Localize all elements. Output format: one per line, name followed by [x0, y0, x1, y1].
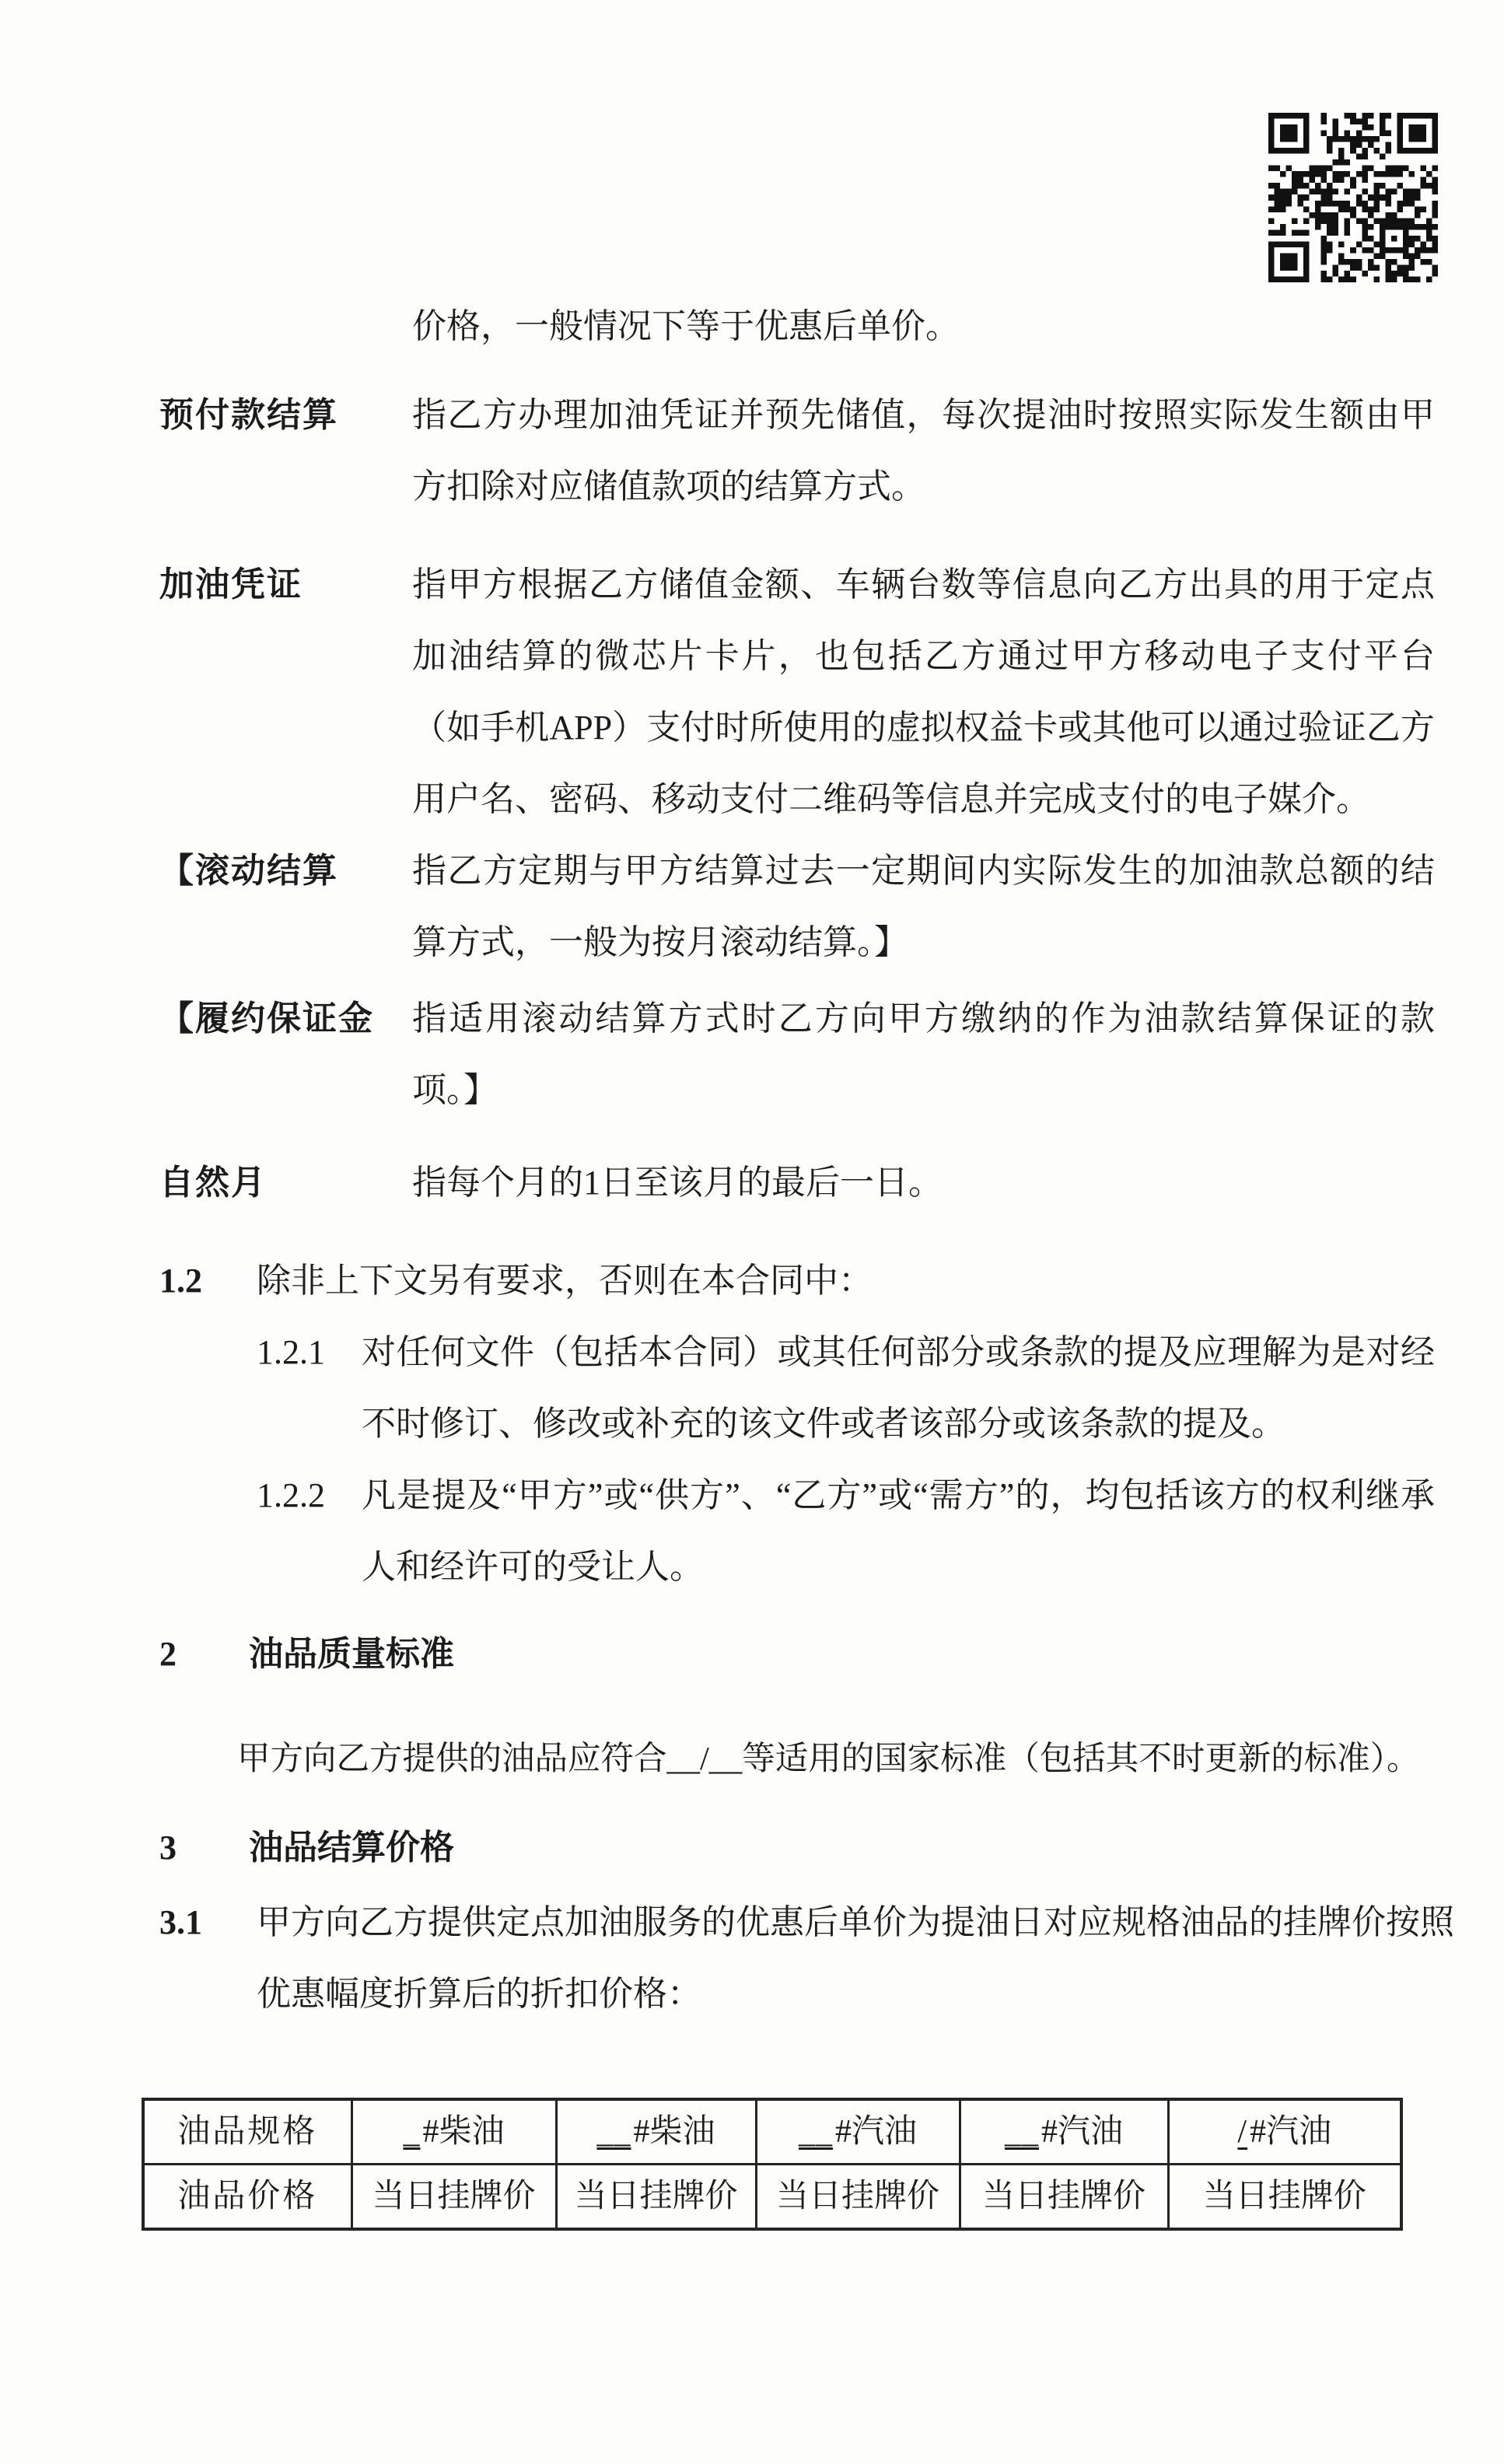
- blank-underline: __: [1004, 2113, 1039, 2150]
- definition-term: 【履约保证金: [159, 999, 374, 1038]
- clause-number: 1.2: [159, 1262, 202, 1300]
- clause-3-1: [0, 1887, 1504, 2030]
- section-number: 2: [159, 1635, 177, 1673]
- continuation-line: 价格，一般情况下等于优惠后单价。: [412, 307, 960, 345]
- section-title: 油品结算价格: [249, 1829, 454, 1867]
- spec-row-label: 油品规格: [143, 2099, 352, 2165]
- product-label: #汽油: [1041, 2113, 1123, 2150]
- definition-text: 指甲方根据乙方储值金额、车辆台数等信息向乙方出具的用于定点加油结算的微芯片卡片，也包括乙方通过甲方移动电子支付平台（如手机APP）支付时所使用的虚拟权益卡或其他可以通过验证乙方用户名、密码、移动支付二维码等信息并完成支付的电子媒介。: [412, 565, 1435, 818]
- blank-underline: __: [596, 2113, 631, 2150]
- clause-1-2-1: [0, 1317, 1504, 1460]
- price-cell: 当日挂牌价: [1168, 2165, 1401, 2230]
- section-title: 油品质量标准: [249, 1635, 454, 1673]
- section-3-heading: [0, 1812, 1504, 1884]
- table-row-spec: [143, 2099, 1401, 2165]
- definition-row-fuel-voucher: [0, 549, 1504, 835]
- price-cell: 当日挂牌价: [352, 2165, 556, 2230]
- oil-price-table: [142, 2098, 1403, 2231]
- spec-cell: [756, 2099, 960, 2165]
- price-cell: 当日挂牌价: [960, 2165, 1168, 2230]
- definition-text: 指每个月的1日至该月的最后一日。: [412, 1164, 943, 1202]
- definition-term: 加油凭证: [159, 565, 303, 604]
- product-label: #柴油: [422, 2113, 505, 2150]
- blank-underline: /: [1237, 2113, 1248, 2150]
- clause-text: 除非上下文另有要求，否则在本合同中：: [257, 1262, 873, 1300]
- product-label: #汽油: [1250, 2113, 1332, 2150]
- product-label: #柴油: [633, 2113, 715, 2150]
- definition-row-performance-bond: [0, 983, 1504, 1126]
- definition-term: 预付款结算: [159, 396, 338, 434]
- definition-row-prepay: [0, 380, 1504, 523]
- definition-term: 自然月: [159, 1164, 267, 1202]
- definition-text: 指适用滚动结算方式时乙方向甲方缴纳的作为油款结算保证的款项。】: [412, 999, 1435, 1109]
- definition-text: 指乙方办理加油凭证并预先储值，每次提油时按照实际发生额由甲方扣除对应储值款项的结算方式。: [412, 396, 1435, 506]
- section-2-paragraph: 甲方向乙方提供的油品应符合__/__等适用的国家标准（包括其不时更新的标准）。: [237, 1741, 1420, 1777]
- table-row-price: [143, 2165, 1401, 2230]
- product-label: #汽油: [834, 2113, 917, 2150]
- clause-number: 1.2.2: [257, 1476, 325, 1514]
- definition-row-natural-month: [0, 1147, 1504, 1219]
- clause-1-2-2: [0, 1460, 1504, 1603]
- clause-text: 对任何文件（包括本合同）或其任何部分或条款的提及应理解为是对经不时修订、修改或补充的该文件或者该部分或该条款的提及。: [362, 1333, 1435, 1443]
- price-cell: 当日挂牌价: [756, 2165, 960, 2230]
- spec-cell: [960, 2099, 1168, 2165]
- price-cell: 当日挂牌价: [556, 2165, 756, 2230]
- blank-underline: _: [403, 2113, 421, 2150]
- definition-text: 指乙方定期与甲方结算过去一定期间内实际发生的加油款总额的结算方式，一般为按月滚动结算。】: [412, 852, 1435, 961]
- definition-row-rolling-settlement: [0, 835, 1504, 978]
- section-2-heading: [0, 1619, 1504, 1690]
- spec-cell: [1168, 2099, 1401, 2165]
- definition-term: 【滚动结算: [159, 852, 338, 890]
- blank-underline: __: [798, 2113, 833, 2150]
- spec-cell: [556, 2099, 756, 2165]
- section-number: 3: [159, 1829, 177, 1867]
- clause-number: 1.2.1: [257, 1333, 325, 1371]
- clause-1-2: [0, 1245, 1504, 1317]
- clause-text: 甲方向乙方提供定点加油服务的优惠后单价为提油日对应规格油品的挂牌价按照优惠幅度折算后的折扣价格：: [257, 1903, 1454, 2013]
- spec-cell: [352, 2099, 556, 2165]
- price-row-label: 油品价格: [143, 2165, 352, 2230]
- clause-number: 3.1: [159, 1903, 202, 1941]
- clause-text: 凡是提及“甲方”或“供方”、“乙方”或“需方”的，均包括该方的权利继承人和经许可的受让人。: [362, 1476, 1435, 1586]
